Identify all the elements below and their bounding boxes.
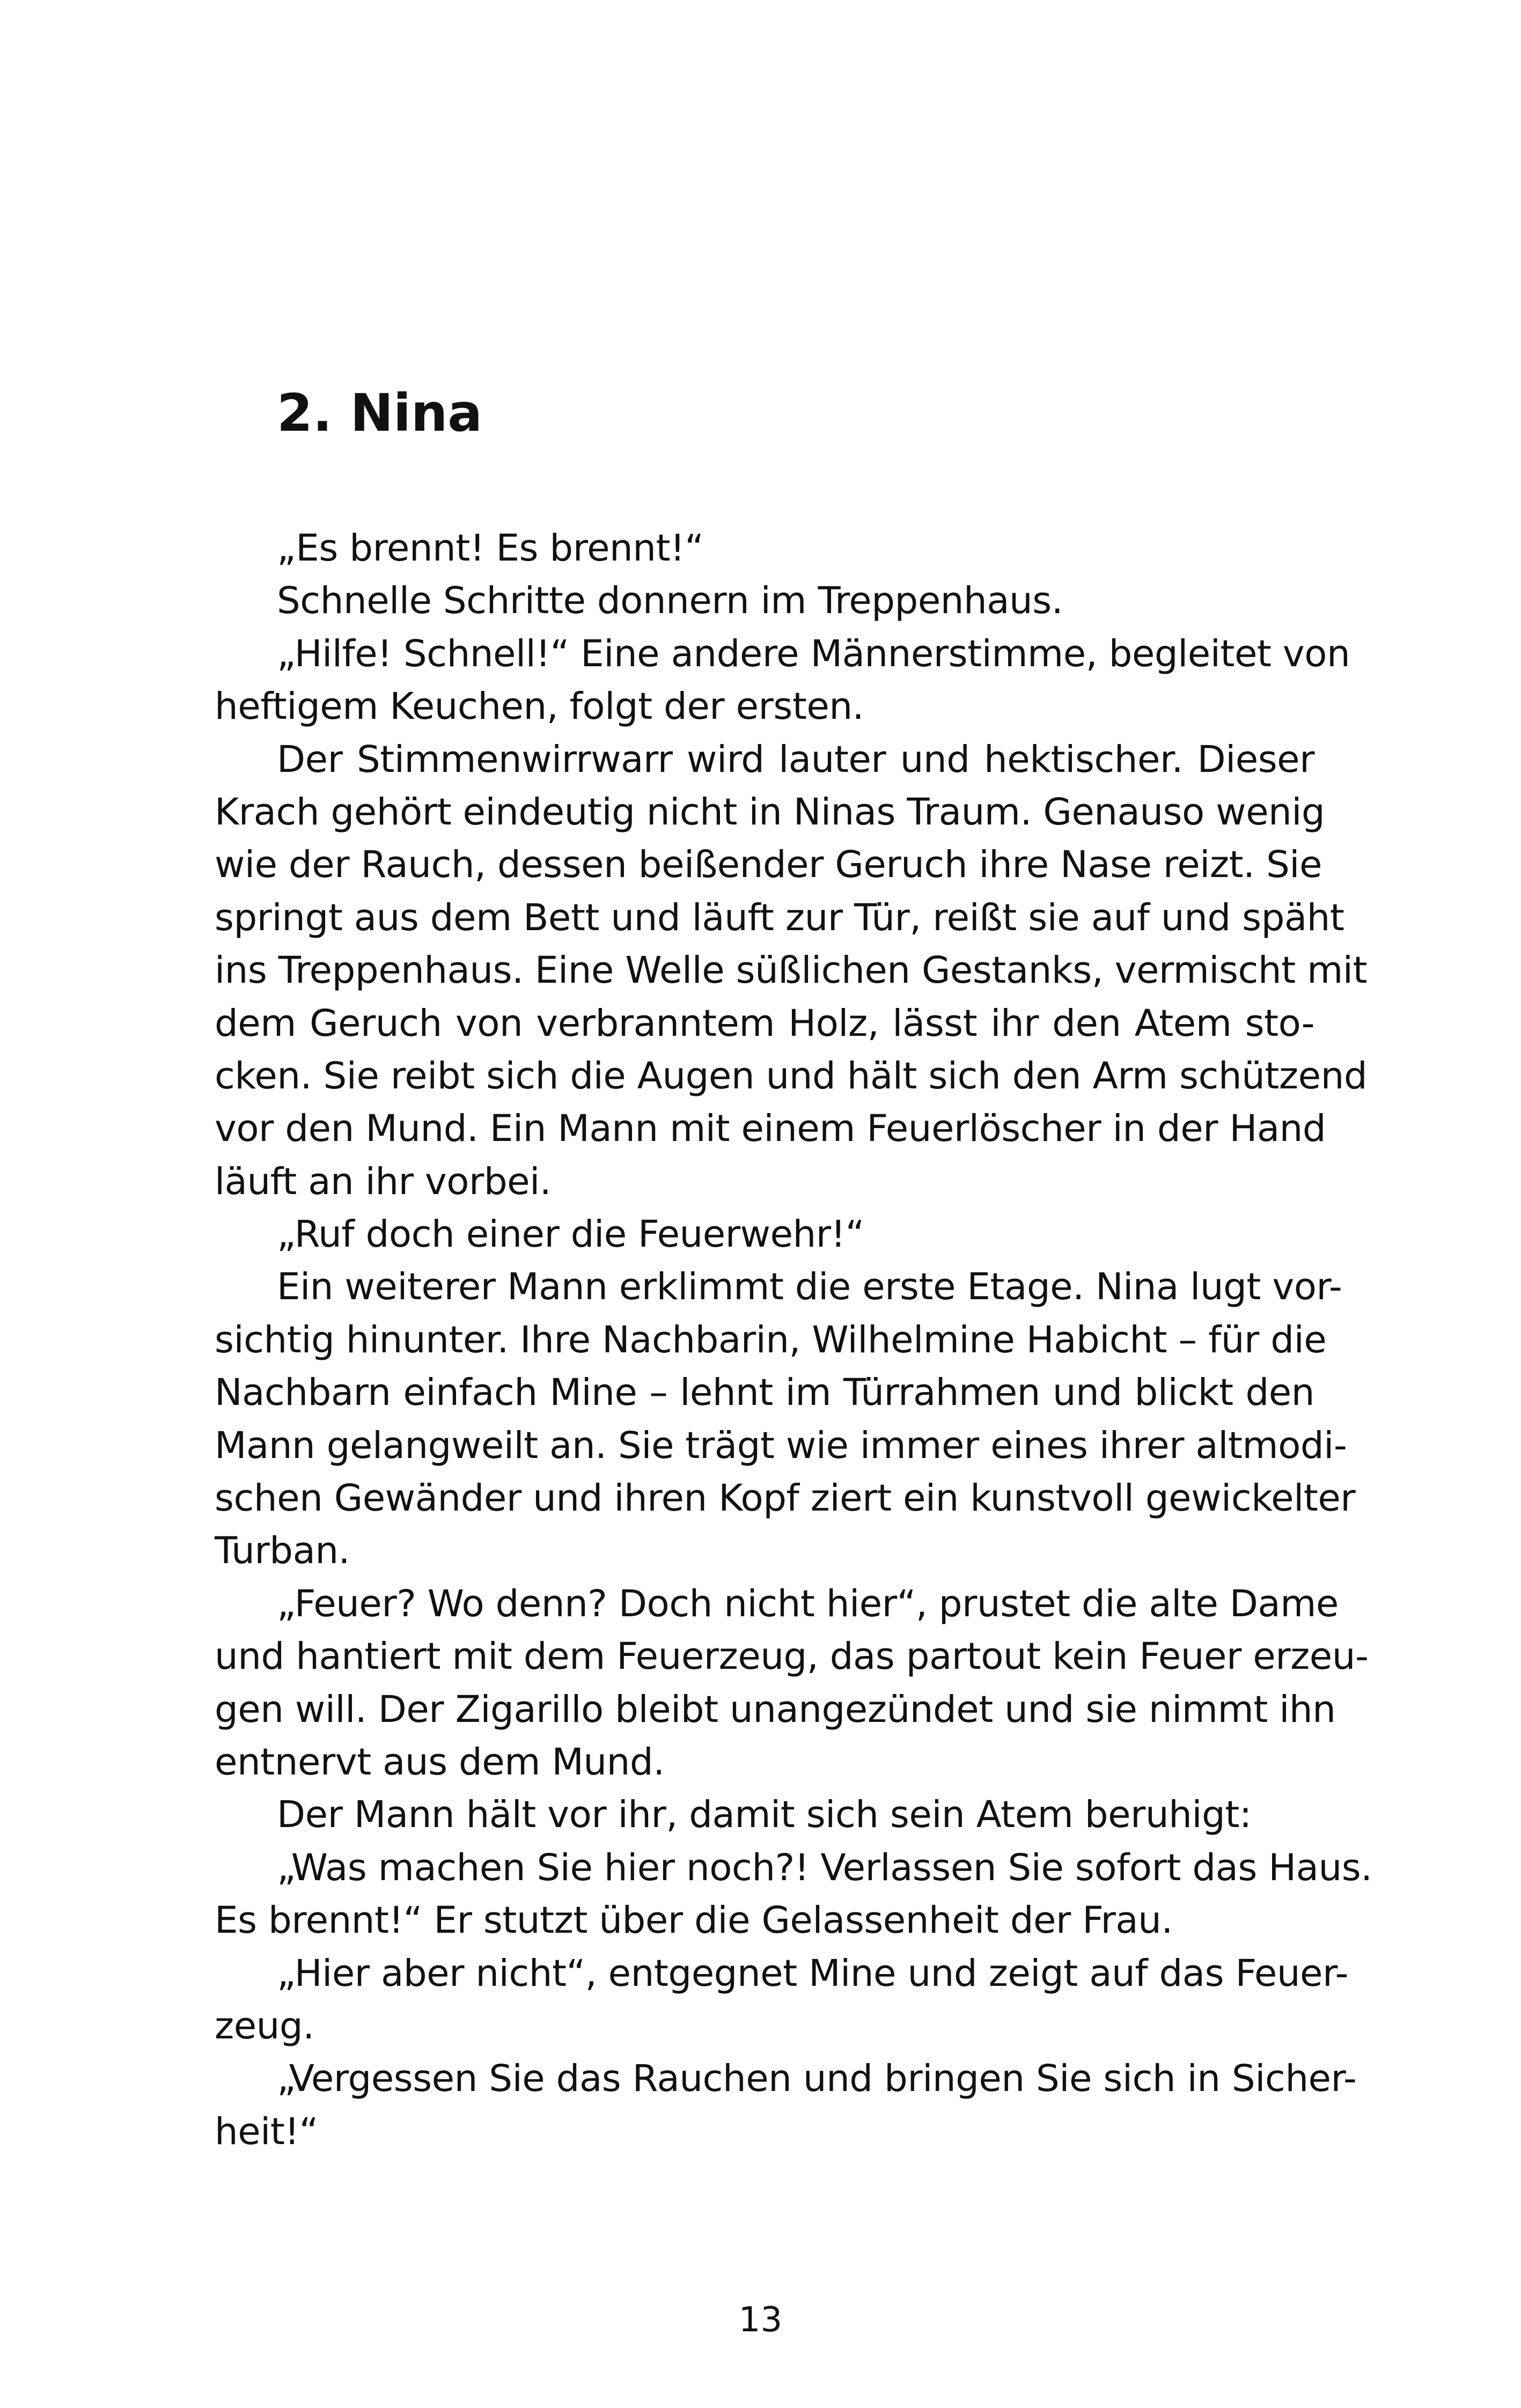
page-number: 13 — [738, 2300, 783, 2340]
text-line: „Hilfe! Schnell!“ Eine andere Männerstimme, begleitet von — [277, 632, 1350, 675]
text-line: Es brennt!“ Er stutzt über die Gelassenheit der Frau. — [215, 1899, 1173, 1942]
text-line: Der Mann hält vor ihr, damit sich sein Atem beruhigt: — [277, 1793, 1252, 1837]
text-line: „Ruf doch einer die Feuerwehr!“ — [277, 1213, 864, 1256]
text-line: ins Treppenhaus. Eine Welle süßlichen Gestanks, vermischt mit — [215, 949, 1368, 992]
paragraph — [215, 1947, 1348, 2053]
text-line: Nachbarn einfach Mine – lehnt im Türrahmen und blickt den — [215, 1371, 1314, 1415]
paragraph — [215, 1788, 1314, 1841]
text-line: Turban. — [215, 1529, 350, 1573]
paragraph — [215, 1842, 1372, 1947]
paragraph — [215, 628, 1350, 733]
text-line: läuft an ihr vorbei. — [215, 1160, 552, 1203]
text-line: Mann gelangweilt an. Sie trägt wie immer eines ihrer altmodi- — [215, 1424, 1347, 1467]
text-line: „Feuer? Wo denn? Doch nicht hier“, prustet die alte Dame — [277, 1582, 1339, 1625]
paragraph — [215, 733, 1368, 1209]
text-line: zeug. — [215, 2004, 314, 2048]
text-line: heftigem Keuchen, folgt der ersten. — [215, 685, 864, 728]
text-line: Ein weiterer Mann erklimmt die erste Etage. Nina lugt vor- — [277, 1265, 1342, 1309]
text-line: entnervt aus dem Mund. — [215, 1740, 665, 1784]
text-line: heit!“ — [215, 2110, 318, 2153]
text-line: cken. Sie reibt sich die Augen und hält sich den Arm schützend — [215, 1054, 1368, 1098]
paragraph — [215, 575, 1314, 627]
paragraph — [215, 1578, 1369, 1789]
text-line: Der Stimmenwirrwarr wird lauter und hektischer. Dieser — [277, 738, 1314, 781]
text-line: „Hier aber nicht“, entgegnet Mine und zeigt auf das Feuer- — [277, 1952, 1348, 1995]
chapter-title: 2. Nina — [277, 383, 483, 443]
paragraph — [215, 2052, 1357, 2158]
paragraph — [215, 1208, 1314, 1261]
body-text — [215, 522, 1372, 2158]
text-line: „Vergessen Sie das Rauchen und bringen Sie sich in Sicher- — [277, 2057, 1357, 2101]
paragraph — [215, 1261, 1356, 1577]
text-line: „Es brennt! Es brennt!“ — [277, 527, 704, 570]
text-line: und hantiert mit dem Feuerzeug, das partout kein Feuer erzeu- — [215, 1635, 1369, 1678]
text-line: springt aus dem Bett und läuft zur Tür, reißt sie auf und späht — [215, 896, 1344, 939]
text-line: sichtig hinunter. Ihre Nachbarin, Wilhelmine Habicht – für die — [215, 1318, 1327, 1361]
text-line: Krach gehört eindeutig nicht in Ninas Traum. Genauso wenig — [215, 790, 1325, 834]
text-line: wie der Rauch, dessen beißender Geruch ihre Nase reizt. Sie — [215, 843, 1322, 887]
paragraph — [215, 522, 1314, 575]
text-line: „Was machen Sie hier noch?! Verlassen Sie sofort das Haus. — [277, 1846, 1372, 1889]
text-line: dem Geruch von verbranntem Holz, lässt ihr den Atem sto- — [215, 1002, 1314, 1045]
text-line: gen will. Der Zigarillo bleibt unangezündet und sie nimmt ihn — [215, 1688, 1336, 1731]
text-line: schen Gewänder und ihren Kopf ziert ein kunstvoll gewickelter — [215, 1477, 1356, 1520]
text-line: vor den Mund. Ein Mann mit einem Feuerlöscher in der Hand — [215, 1107, 1326, 1151]
text-line: Schnelle Schritte donnern im Treppenhaus. — [277, 579, 1063, 623]
